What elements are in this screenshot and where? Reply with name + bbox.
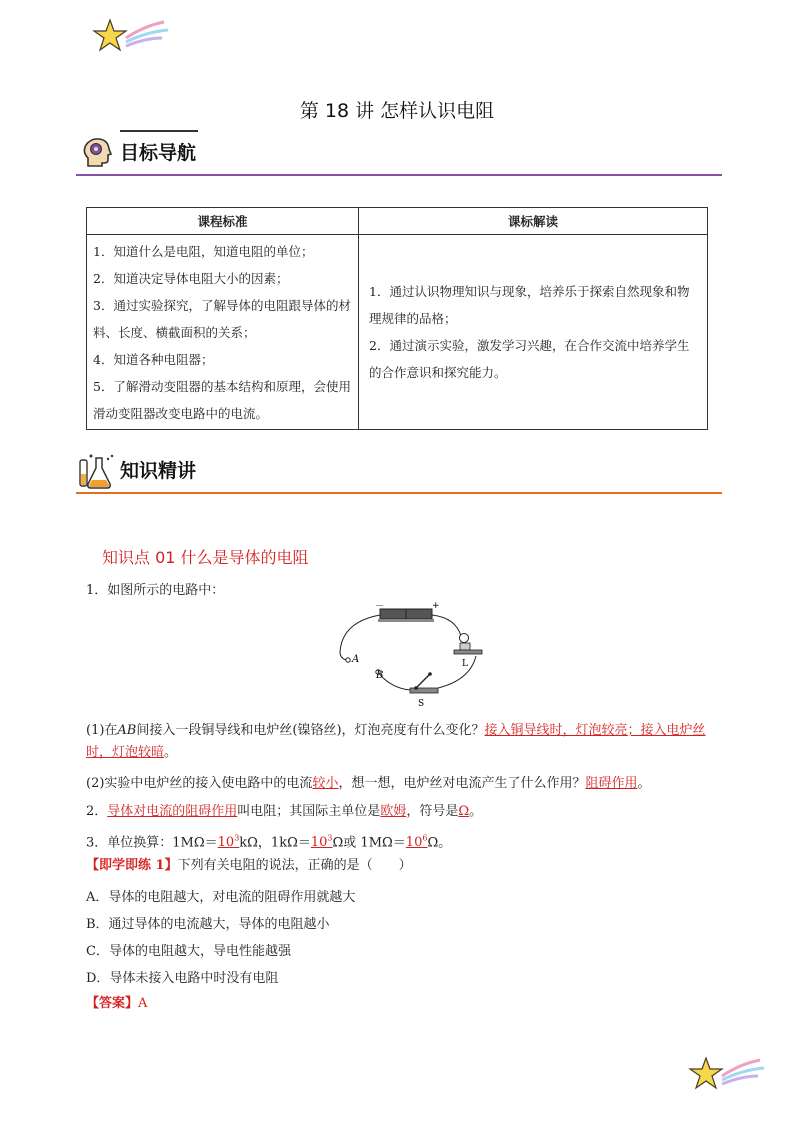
question-3: 3．单位换算：$1M\Omega=10^3k\Omega$，$1k\Omega=10^3\Omega$或 $1M\Omega=10^6\Omega$。	[86, 834, 452, 851]
list-item: 4．知道各种电阻器；	[93, 351, 214, 367]
answer-text: $10^3$	[310, 834, 333, 851]
table-header: 课程标准	[87, 208, 359, 235]
answer-text: $10^3$	[217, 834, 240, 851]
table-cell-standards	[87, 235, 359, 430]
battery-minus-label: －	[375, 602, 385, 612]
option-d: D．导体未接入电路中时没有电阻	[86, 971, 279, 986]
answer-tag: 【答案】	[86, 996, 139, 1011]
answer-text: Ω	[458, 804, 470, 819]
practice-answer	[86, 994, 147, 1014]
page-title: 第 18 讲 怎样认识电阻	[299, 100, 495, 122]
question-1-part-2: (2)实验中电炉丝的接入使电路中的电流较小，想一想，电炉丝对电流产生了什么作用？阻碍作用。	[86, 776, 651, 791]
answer-text: 导体对电流的阻碍作用	[107, 804, 238, 819]
section-heading-goals	[76, 132, 722, 176]
answer-value: A	[138, 996, 148, 1011]
list-item: 3．通过实验探究，了解导体的电阻跟导体的材料、长度、横截面积的关系；	[93, 297, 351, 340]
question-intro: 1．如图所示的电路中：	[86, 583, 225, 598]
battery-plus-label: +	[432, 601, 440, 611]
section-heading-label: 目标导航	[120, 142, 197, 164]
list-item: 2．知道决定导体电阻大小的因素；	[93, 270, 289, 286]
course-standards-table	[86, 207, 708, 430]
answer-text: 欧姆	[380, 804, 407, 819]
terminal-b-label: B	[376, 670, 384, 681]
terminal-a-label: A	[352, 654, 360, 665]
section-divider	[76, 174, 722, 176]
list-item: 1．知道什么是电阻，知道电阻的单位；	[93, 243, 314, 259]
answer-text: $10^6$	[405, 834, 428, 851]
list-item: 1．通过认识物理知识与现象，培养乐于探索自然现象和物理规律的品格；	[369, 284, 690, 326]
knowledge-point-title: 知识点 01 什么是导体的电阻	[102, 548, 309, 567]
question-2: 2．导体对电流的阻碍作用叫电阻；其国际主单位是欧姆，符号是Ω。	[86, 804, 483, 819]
section-heading-knowledge	[76, 450, 722, 494]
option-a: A．导体的电阻越大，对电流的阻碍作用就越大	[86, 890, 356, 905]
shooting-star-icon	[688, 1052, 768, 1098]
section-heading-label: 知识精讲	[120, 460, 197, 482]
option-c: C．导体的电阻越大，导电性能越强	[86, 944, 291, 959]
switch-label: S	[418, 699, 425, 709]
answer-text: 接入铜导线时，灯泡较亮；接入电炉丝时，灯泡较暗	[86, 723, 706, 760]
option-b: B．通过导体的电流越大，导体的电阻越小	[86, 917, 330, 932]
list-item: 5．了解滑动变阻器的基本结构和原理，会使用滑动变阻器改变电路中的电流。	[93, 378, 351, 421]
practice-tag: 【即学即练 1】	[86, 858, 178, 873]
practice-options	[86, 884, 355, 992]
table-header: 课标解读	[359, 208, 708, 235]
lab-flask-icon	[76, 452, 116, 492]
answer-text: 阻碍作用	[585, 776, 638, 791]
list-item: 2．通过演示实验，激发学习兴趣，在合作交流中培养学生的合作意识和探究能力。	[369, 338, 690, 380]
brain-head-icon	[80, 136, 114, 170]
circuit-diagram	[330, 600, 510, 712]
shooting-star-icon	[92, 14, 172, 60]
question-1-part-1: (1)在AB间接入一段铜导线和电炉丝(镍铬丝)，灯泡亮度有什么变化？接入铜导线时，灯泡较亮；接入电炉丝时，灯泡较暗。	[86, 723, 706, 760]
section-divider	[76, 492, 722, 494]
bulb-label: L	[462, 659, 468, 669]
table-cell-interpretation	[359, 235, 708, 430]
answer-text: 较小	[312, 776, 339, 791]
heading-top-bar	[120, 130, 198, 132]
practice-question: 【即学即练 1】下列有关电阻的说法，正确的是（ ）	[86, 858, 412, 873]
